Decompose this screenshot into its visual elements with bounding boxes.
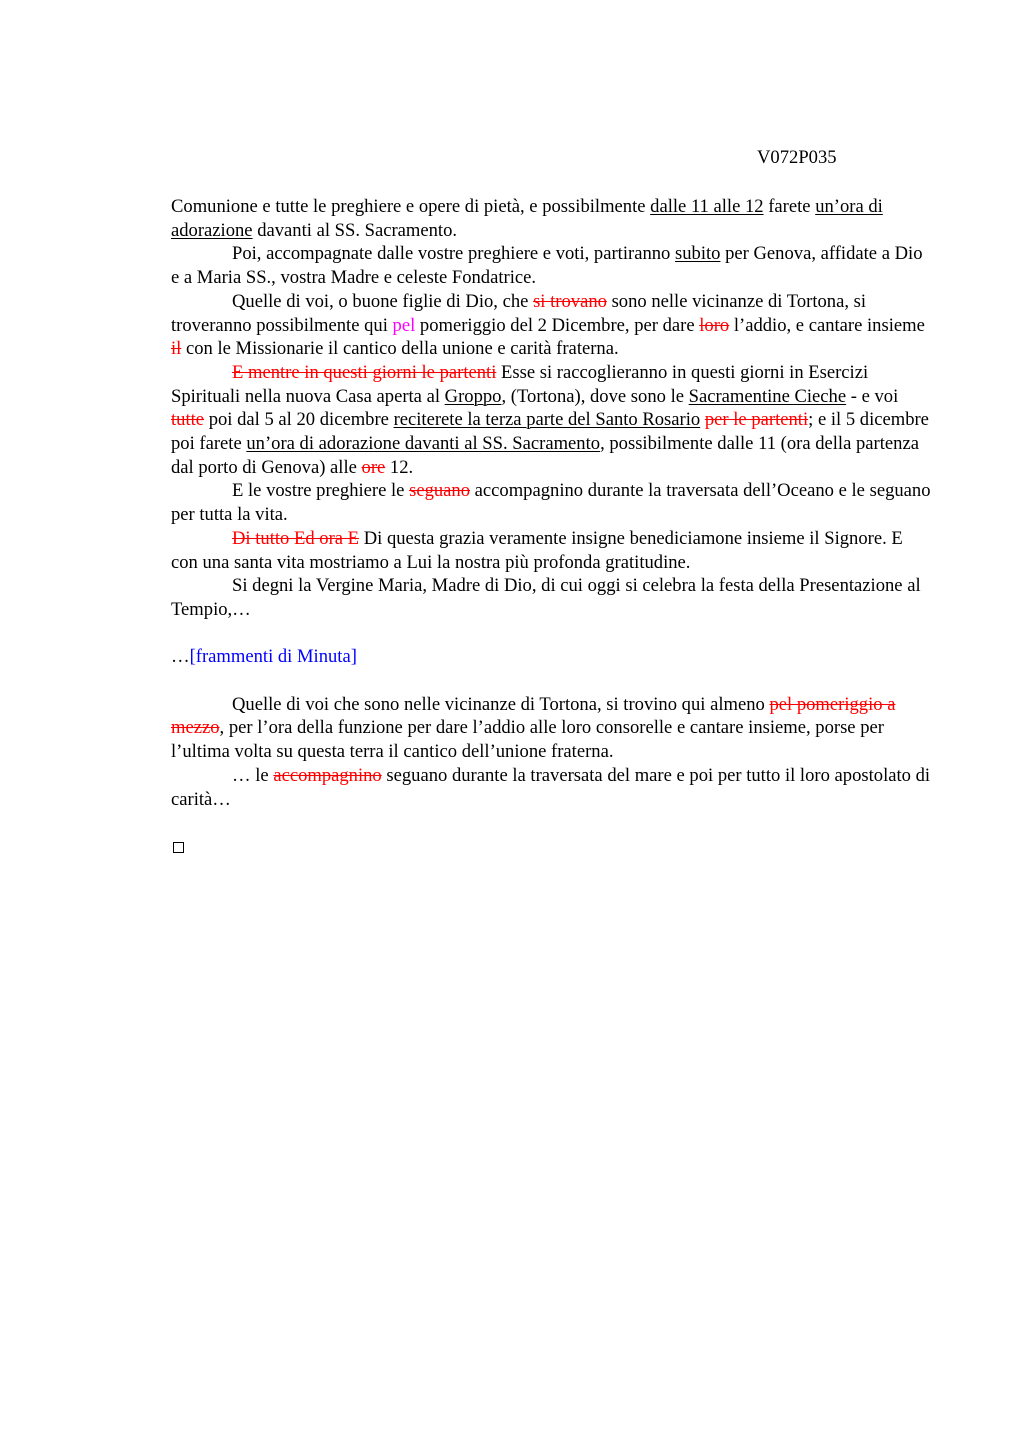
underlined-text: Groppo [444,385,502,407]
deleted-text: Di tutto Ed ora E [232,527,360,549]
paragraph-departure: Poi, accompagnate dalle vostre preghiere e voti, partiranno subito per Genova, affidate a Dio e a Maria SS., vostra Madre e celeste Fondatrice. [171,243,923,289]
paragraph-grace: Di tutto Ed ora E Di questa grazia veramente insigne benediciamone insieme il Signore. E con una santa vita mostriamo a Lui la nostra più profonda gratitudine. [171,527,903,573]
deleted-text: pel pomeriggio a mezzo [171,693,896,739]
underlined-text: dalle 11 alle 12 [650,196,764,217]
underlined-text: Sacramentine Cieche [688,385,847,407]
page-reference: V072P035 [757,147,837,168]
deleted-text: accompagnino [273,764,382,786]
deleted-text: il [171,338,182,360]
paragraph-virgin-mary: Si degni la Vergine Maria, Madre di Dio, di cui oggi si celebra la festa della Presentazione al Tempio,… [171,575,921,620]
spacer [171,811,931,835]
paragraph-fragment-voyage: … le accompagnino seguano durante la traversata del mare e poi per tutto il loro apostolato di carità… [171,764,931,810]
editorial-note: [frammenti di Minuta] [189,646,357,668]
paragraph-communion: Comunione e tutte le preghiere e opere di pietà, e possibilmente dalle 11 alle 12 farete un’ora di adorazione davanti al SS. Sacramento. [171,196,883,241]
fragments-heading: …[frammenti di Minuta] [171,646,357,668]
paragraph-prayers: E le vostre preghiere le seguano accompagnino durante la traversata dell’Oceano e le seguano per tutta la vita. [171,480,931,526]
paragraph-exercises: E mentre in questi giorni le partenti Esse si raccoglieranno in questi giorni in Esercizi Spirituali nella nuova Casa aperta al Groppo, (Tortona), dove sono le Sacramentine Cieche - e voi tutte poi dal 5 al 20 dicembre reciterete la terza parte del Santo Rosario per le partenti; e il 5 dicembre poi farete un’ora di adorazione davanti al SS. Sacramento, possibilmente dalle 11 (ora della partenza dal porto di Genova) alle ore 12. [171,361,929,478]
underlined-text: un’ora di adorazione davanti al SS. Sacramento [246,433,601,455]
paragraph-tortona: Quelle di voi, o buone figlie di Dio, che si trovano sono nelle vicinanze di Tortona, si troveranno possibilmente qui pel pomeriggio del 2 Dicembre, per dare loro l’addio, e cantare insieme il con le Missionarie il cantico della unione e carità fraterna. [171,290,925,360]
deleted-text: ore [361,456,386,478]
end-marker [171,835,931,860]
deleted-text: tutte [171,409,205,431]
paragraph-fragment-tortona: Quelle di voi che sono nelle vicinanze di Tortona, si trovino qui almeno pel pomeriggio a mezzo, per l’ora della funzione per dare l’addio alle loro consorelle e cantare insieme, porse per l’ultima volta su questa terra il cantico dell’unione fraterna. [171,693,896,763]
deleted-text: seguano [409,480,471,502]
deleted-text: per le partenti [704,409,809,431]
spacer [171,669,931,693]
inserted-text: pel [392,314,416,336]
underlined-text: reciterete la terza parte del Santo Rosario [393,409,701,431]
underlined-text: un’ora di adorazione [171,196,883,241]
underlined-text: subito [674,243,721,265]
document-body [171,195,931,860]
checkbox-icon [173,842,184,853]
deleted-text: loro [699,314,730,336]
deleted-text: si trovano [533,290,607,312]
spacer [171,622,931,646]
deleted-text: E mentre in questi giorni le partenti [232,361,497,383]
